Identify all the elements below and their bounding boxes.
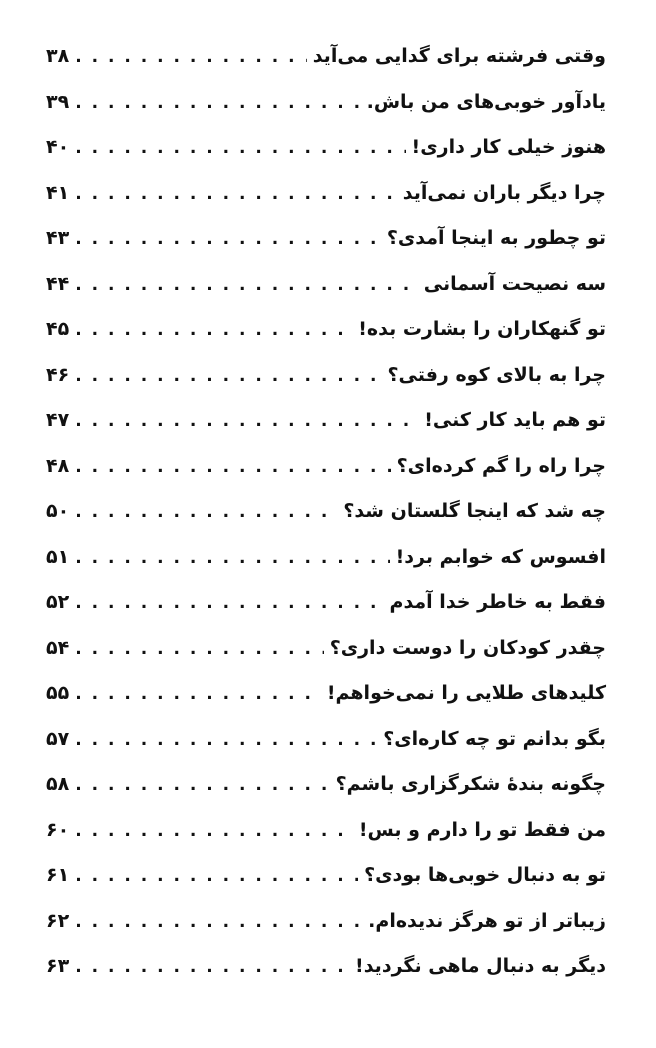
- toc-entry-page: ۳۸: [46, 45, 70, 67]
- toc-entry-page: ۵۰: [46, 500, 70, 522]
- toc-entry[interactable]: [46, 125, 606, 171]
- dot-leader: [75, 445, 390, 491]
- dot-leader: [75, 945, 349, 991]
- toc-entry-title: تو چطور به اینجا آمدی؟: [386, 227, 606, 249]
- toc-entry[interactable]: [46, 671, 606, 717]
- toc-entry-page: ۳۹: [46, 90, 70, 113]
- toc-entry-page: ۵۵: [46, 682, 70, 704]
- dot-leader: [75, 627, 323, 673]
- dot-leader: [75, 126, 405, 172]
- toc-entry[interactable]: [46, 853, 606, 899]
- toc-entry[interactable]: [46, 580, 606, 626]
- toc-entry-title: چرا دیگر باران نمی‌آید: [402, 181, 606, 204]
- toc-entry[interactable]: [46, 535, 606, 581]
- toc-entry[interactable]: [46, 944, 606, 990]
- toc-entry-page: ۵۸: [46, 773, 70, 795]
- toc-entry-title: یادآور خوبی‌های من باش.: [366, 90, 606, 113]
- toc-entry[interactable]: [46, 899, 606, 945]
- toc-entry-title: چه شد که اینجا گلستان شد؟: [343, 500, 606, 522]
- toc-entry-title: زیباتر از تو هرگز ندیده‌ام.: [368, 909, 606, 932]
- toc-entry-title: افسوس که خوابم برد!: [395, 545, 606, 568]
- toc-entry-title: وقتی فرشته برای گدایی می‌آید: [312, 45, 606, 67]
- dot-leader: [75, 763, 329, 809]
- toc-entry-title: چگونه بندهٔ شکرگزاری باشم؟: [335, 773, 606, 795]
- toc-entry[interactable]: [46, 353, 606, 399]
- toc-entry-page: ۵۷: [46, 727, 70, 750]
- toc-entry[interactable]: [46, 34, 606, 80]
- dot-leader: [75, 35, 307, 81]
- dot-leader: [75, 490, 337, 536]
- toc-entry-title: دیگر به دنبال ماهی نگردید!: [355, 955, 606, 977]
- dot-leader: [75, 172, 397, 218]
- dot-leader: [75, 399, 418, 445]
- toc-entry-title: چرا به بالای کوه رفتی؟: [387, 363, 606, 386]
- toc-entry[interactable]: [46, 717, 606, 763]
- toc-entry-page: ۴۰: [46, 136, 70, 158]
- toc-entry[interactable]: [46, 444, 606, 490]
- toc-entry-title: من فقط تو را دارم و بس!: [358, 818, 606, 841]
- dot-leader: [75, 672, 321, 718]
- toc-entry-page: ۶۳: [46, 955, 70, 977]
- dot-leader: [75, 809, 353, 855]
- toc-entry-page: ۶۰: [46, 818, 70, 841]
- toc-entry[interactable]: [46, 398, 606, 444]
- toc-entry-title: چرا راه را گم کرده‌ای؟: [396, 454, 606, 477]
- toc-entry[interactable]: [46, 307, 606, 353]
- toc-entry-title: تو گنهکاران را بشارت بده!: [358, 318, 606, 340]
- dot-leader: [75, 718, 377, 764]
- table-of-contents: [46, 34, 606, 990]
- toc-entry[interactable]: [46, 626, 606, 672]
- toc-entry-page: ۴۸: [46, 454, 70, 477]
- toc-entry-title: تو هم باید کار کنی!: [424, 409, 606, 431]
- toc-entry-page: ۴۵: [46, 318, 70, 340]
- toc-entry-title: تو به دنبال خوبی‌ها بودی؟: [364, 864, 606, 886]
- toc-entry-title: سه نصیحت آسمانی: [423, 272, 606, 295]
- toc-entry-page: ۴۴: [46, 272, 70, 295]
- toc-entry-title: هنوز خیلی کار داری!: [411, 136, 606, 158]
- toc-entry[interactable]: [46, 489, 606, 535]
- toc-entry-title: بگو بدانم تو چه کاره‌ای؟: [383, 727, 606, 750]
- toc-entry-page: ۵۴: [46, 636, 70, 659]
- toc-entry-title: چقدر کودکان را دوست داری؟: [329, 636, 606, 659]
- toc-entry-page: ۵۲: [46, 591, 70, 613]
- toc-entry[interactable]: [46, 808, 606, 854]
- toc-entry[interactable]: [46, 216, 606, 262]
- dot-leader: [75, 81, 360, 127]
- toc-entry-page: ۴۳: [46, 227, 70, 249]
- toc-entry[interactable]: [46, 80, 606, 126]
- dot-leader: [75, 354, 381, 400]
- dot-leader: [75, 900, 362, 946]
- dot-leader: [75, 263, 418, 309]
- toc-entry-page: ۴۶: [46, 363, 70, 386]
- toc-entry-page: ۶۱: [46, 864, 70, 886]
- toc-entry-title: کلیدهای طلایی را نمی‌خواهم!: [326, 682, 606, 704]
- toc-entry[interactable]: [46, 762, 606, 808]
- toc-entry[interactable]: [46, 262, 606, 308]
- toc-entry-page: ۶۲: [46, 909, 70, 932]
- dot-leader: [75, 308, 352, 354]
- dot-leader: [75, 581, 383, 627]
- dot-leader: [75, 536, 389, 582]
- toc-entry-page: ۴۱: [46, 181, 70, 204]
- dot-leader: [75, 217, 381, 263]
- toc-entry-page: ۴۷: [46, 409, 70, 431]
- dot-leader: [75, 854, 358, 900]
- toc-entry[interactable]: [46, 171, 606, 217]
- toc-entry-page: ۵۱: [46, 545, 70, 568]
- toc-entry-title: فقط به خاطر خدا آمدم: [389, 591, 606, 613]
